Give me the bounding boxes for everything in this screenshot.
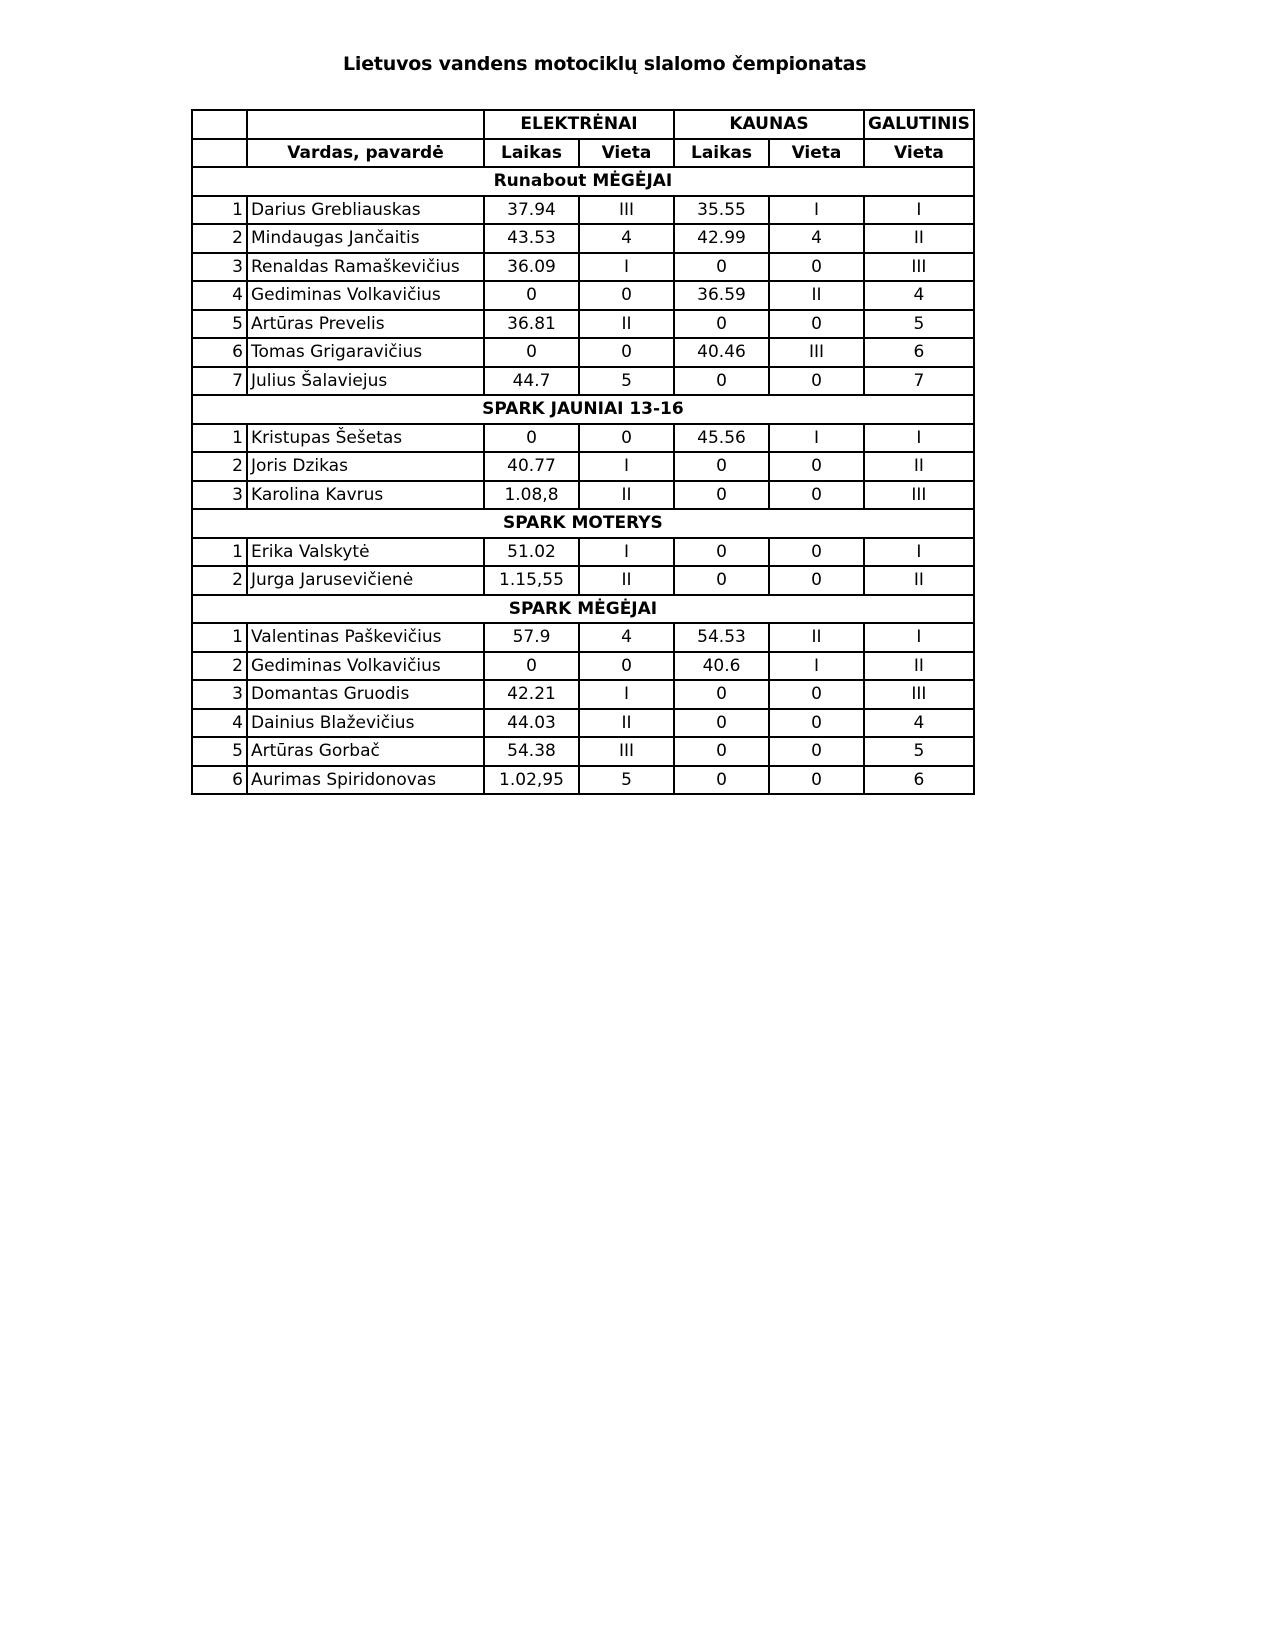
header-empty-no	[192, 110, 247, 139]
header-place-2: Vieta	[769, 139, 864, 168]
cell-place-kaunas: II	[769, 281, 864, 310]
cell-time-elektrenai: 0	[484, 338, 579, 367]
cell-time-kaunas: 0	[674, 566, 769, 595]
cell-place-elektrenai: 0	[579, 652, 674, 681]
cell-place-final: III	[864, 481, 974, 510]
header-place-final: Vieta	[864, 139, 974, 168]
cell-place-elektrenai: III	[579, 196, 674, 225]
cell-time-elektrenai: 40.77	[484, 452, 579, 481]
cell-time-elektrenai: 37.94	[484, 196, 579, 225]
table-row	[192, 652, 974, 681]
cell-place-final: 7	[864, 367, 974, 396]
cell-rank: 6	[192, 338, 247, 367]
cell-place-final: I	[864, 424, 974, 453]
cell-place-kaunas: I	[769, 424, 864, 453]
cell-place-final: 6	[864, 338, 974, 367]
cell-place-kaunas: 0	[769, 566, 864, 595]
cell-place-kaunas: II	[769, 623, 864, 652]
cell-place-final: II	[864, 224, 974, 253]
cell-place-elektrenai: 5	[579, 367, 674, 396]
cell-rank: 2	[192, 224, 247, 253]
cell-time-kaunas: 0	[674, 481, 769, 510]
cell-place-kaunas: 0	[769, 538, 864, 567]
cell-name: Jurga Jarusevičienė	[247, 566, 484, 595]
cell-time-elektrenai: 0	[484, 281, 579, 310]
cell-place-final: II	[864, 652, 974, 681]
cell-place-elektrenai: I	[579, 253, 674, 282]
table-row	[192, 367, 974, 396]
header-row-columns	[192, 139, 974, 168]
cell-time-kaunas: 0	[674, 737, 769, 766]
cell-place-final: I	[864, 623, 974, 652]
section-row	[192, 509, 974, 538]
cell-rank: 2	[192, 452, 247, 481]
cell-time-elektrenai: 36.09	[484, 253, 579, 282]
cell-place-final: I	[864, 196, 974, 225]
header-empty-no-2	[192, 139, 247, 168]
section-title: SPARK MĖGĖJAI	[192, 595, 974, 624]
section-row	[192, 167, 974, 196]
section-title: SPARK MOTERYS	[192, 509, 974, 538]
table-row	[192, 310, 974, 339]
cell-rank: 5	[192, 310, 247, 339]
cell-time-kaunas: 36.59	[674, 281, 769, 310]
cell-time-kaunas: 42.99	[674, 224, 769, 253]
cell-rank: 1	[192, 538, 247, 567]
cell-time-kaunas: 45.56	[674, 424, 769, 453]
cell-place-kaunas: 0	[769, 452, 864, 481]
cell-name: Tomas Grigaravičius	[247, 338, 484, 367]
cell-place-elektrenai: I	[579, 452, 674, 481]
section-row	[192, 395, 974, 424]
cell-place-elektrenai: 0	[579, 338, 674, 367]
cell-rank: 5	[192, 737, 247, 766]
cell-place-kaunas: III	[769, 338, 864, 367]
cell-place-kaunas: I	[769, 652, 864, 681]
table-row	[192, 424, 974, 453]
cell-time-elektrenai: 42.21	[484, 680, 579, 709]
cell-place-kaunas: I	[769, 196, 864, 225]
cell-time-kaunas: 35.55	[674, 196, 769, 225]
table-row	[192, 566, 974, 595]
cell-rank: 2	[192, 566, 247, 595]
header-venue-kaunas: KAUNAS	[674, 110, 864, 139]
cell-time-elektrenai: 43.53	[484, 224, 579, 253]
cell-place-elektrenai: 5	[579, 766, 674, 795]
cell-name: Artūras Prevelis	[247, 310, 484, 339]
cell-name: Gediminas Volkavičius	[247, 281, 484, 310]
results-body	[192, 110, 974, 794]
section-row	[192, 595, 974, 624]
cell-time-elektrenai: 0	[484, 652, 579, 681]
cell-place-elektrenai: II	[579, 709, 674, 738]
table-row	[192, 709, 974, 738]
header-empty-name	[247, 110, 484, 139]
table-row	[192, 538, 974, 567]
cell-time-kaunas: 40.46	[674, 338, 769, 367]
cell-time-elektrenai: 36.81	[484, 310, 579, 339]
cell-place-final: I	[864, 538, 974, 567]
cell-time-kaunas: 0	[674, 709, 769, 738]
cell-time-elektrenai: 1.08,8	[484, 481, 579, 510]
table-row	[192, 224, 974, 253]
cell-time-kaunas: 54.53	[674, 623, 769, 652]
cell-name: Erika Valskytė	[247, 538, 484, 567]
cell-time-elektrenai: 54.38	[484, 737, 579, 766]
cell-place-elektrenai: III	[579, 737, 674, 766]
cell-time-kaunas: 0	[674, 367, 769, 396]
header-time-1: Laikas	[484, 139, 579, 168]
cell-place-final: II	[864, 566, 974, 595]
cell-name: Renaldas Ramaškevičius	[247, 253, 484, 282]
table-row	[192, 338, 974, 367]
cell-name: Valentinas Paškevičius	[247, 623, 484, 652]
cell-place-kaunas: 0	[769, 481, 864, 510]
cell-place-elektrenai: I	[579, 538, 674, 567]
cell-time-kaunas: 0	[674, 310, 769, 339]
cell-time-kaunas: 0	[674, 538, 769, 567]
cell-name: Domantas Gruodis	[247, 680, 484, 709]
cell-place-final: 6	[864, 766, 974, 795]
cell-name: Darius Grebliauskas	[247, 196, 484, 225]
cell-time-elektrenai: 44.7	[484, 367, 579, 396]
page-title: Lietuvos vandens motociklų slalomo čempionatas	[343, 53, 867, 75]
header-final: GALUTINIS	[864, 110, 974, 139]
table-row	[192, 680, 974, 709]
cell-time-elektrenai: 44.03	[484, 709, 579, 738]
cell-place-kaunas: 0	[769, 709, 864, 738]
cell-place-elektrenai: 0	[579, 281, 674, 310]
table-row	[192, 766, 974, 795]
cell-time-elektrenai: 0	[484, 424, 579, 453]
cell-place-kaunas: 0	[769, 253, 864, 282]
table-row	[192, 281, 974, 310]
cell-place-elektrenai: 4	[579, 623, 674, 652]
cell-name: Joris Dzikas	[247, 452, 484, 481]
table-row	[192, 737, 974, 766]
cell-place-kaunas: 0	[769, 680, 864, 709]
cell-time-elektrenai: 1.15,55	[484, 566, 579, 595]
cell-place-kaunas: 0	[769, 367, 864, 396]
cell-place-final: III	[864, 253, 974, 282]
table-row	[192, 253, 974, 282]
cell-time-kaunas: 40.6	[674, 652, 769, 681]
table-row	[192, 481, 974, 510]
header-venue-elektrenai: ELEKTRĖNAI	[484, 110, 674, 139]
results-table	[191, 109, 975, 795]
table-row	[192, 623, 974, 652]
cell-time-kaunas: 0	[674, 452, 769, 481]
cell-place-elektrenai: II	[579, 310, 674, 339]
cell-place-kaunas: 4	[769, 224, 864, 253]
cell-time-kaunas: 0	[674, 253, 769, 282]
cell-rank: 3	[192, 481, 247, 510]
cell-name: Artūras Gorbač	[247, 737, 484, 766]
cell-place-elektrenai: II	[579, 481, 674, 510]
cell-time-kaunas: 0	[674, 766, 769, 795]
cell-place-final: III	[864, 680, 974, 709]
cell-name: Julius Šalaviejus	[247, 367, 484, 396]
cell-rank: 6	[192, 766, 247, 795]
cell-name: Aurimas Spiridonovas	[247, 766, 484, 795]
cell-rank: 1	[192, 196, 247, 225]
cell-rank: 3	[192, 253, 247, 282]
cell-name: Dainius Blaževičius	[247, 709, 484, 738]
cell-place-final: 5	[864, 310, 974, 339]
table-row	[192, 196, 974, 225]
cell-rank: 1	[192, 424, 247, 453]
cell-rank: 7	[192, 367, 247, 396]
cell-rank: 4	[192, 709, 247, 738]
cell-time-kaunas: 0	[674, 680, 769, 709]
header-place-1: Vieta	[579, 139, 674, 168]
cell-place-elektrenai: II	[579, 566, 674, 595]
cell-place-final: 5	[864, 737, 974, 766]
cell-name: Karolina Kavrus	[247, 481, 484, 510]
cell-place-final: 4	[864, 709, 974, 738]
cell-time-elektrenai: 1.02,95	[484, 766, 579, 795]
cell-time-elektrenai: 51.02	[484, 538, 579, 567]
cell-name: Gediminas Volkavičius	[247, 652, 484, 681]
cell-name: Mindaugas Jančaitis	[247, 224, 484, 253]
cell-name: Kristupas Šešetas	[247, 424, 484, 453]
cell-place-elektrenai: 0	[579, 424, 674, 453]
section-title: Runabout MĖGĖJAI	[192, 167, 974, 196]
cell-rank: 1	[192, 623, 247, 652]
cell-time-elektrenai: 57.9	[484, 623, 579, 652]
cell-place-final: II	[864, 452, 974, 481]
cell-place-kaunas: 0	[769, 310, 864, 339]
cell-rank: 3	[192, 680, 247, 709]
cell-place-kaunas: 0	[769, 766, 864, 795]
header-name: Vardas, pavardė	[247, 139, 484, 168]
section-title: SPARK JAUNIAI 13-16	[192, 395, 974, 424]
cell-place-elektrenai: 4	[579, 224, 674, 253]
cell-rank: 4	[192, 281, 247, 310]
cell-rank: 2	[192, 652, 247, 681]
header-time-2: Laikas	[674, 139, 769, 168]
header-row-venues	[192, 110, 974, 139]
cell-place-elektrenai: I	[579, 680, 674, 709]
cell-place-kaunas: 0	[769, 737, 864, 766]
cell-place-final: 4	[864, 281, 974, 310]
table-row	[192, 452, 974, 481]
